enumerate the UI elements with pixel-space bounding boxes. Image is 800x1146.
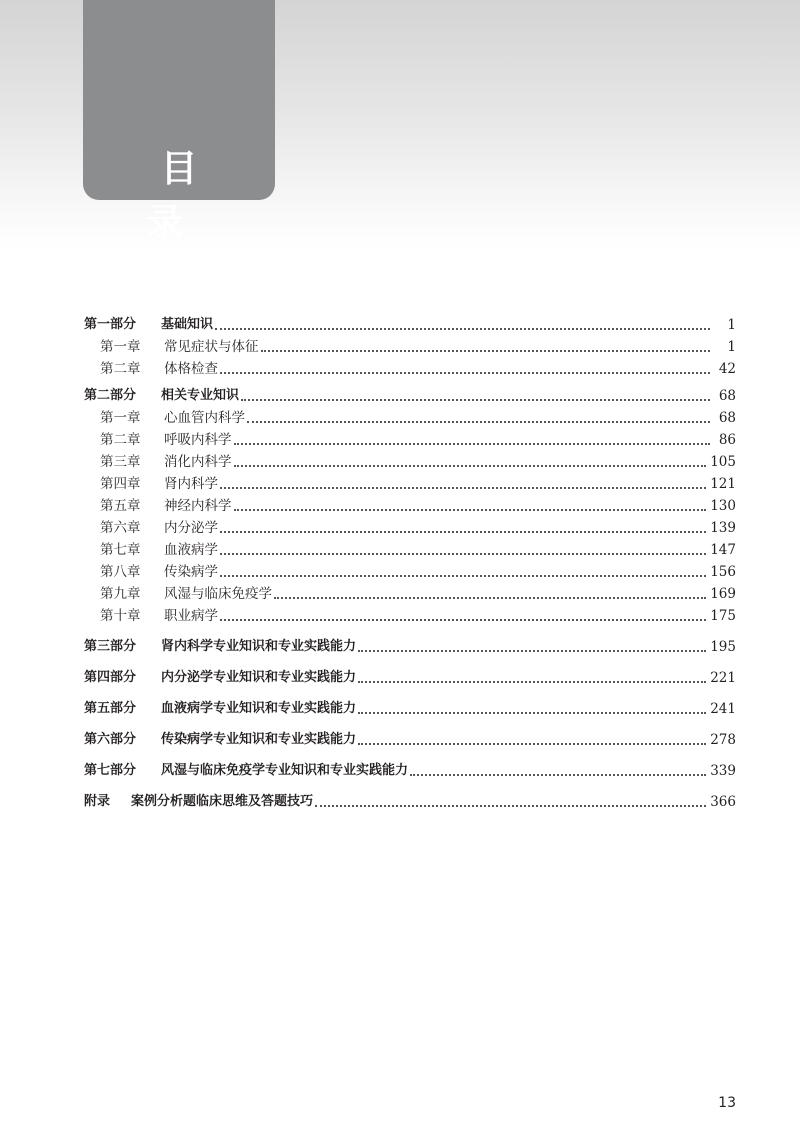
dot-leader — [215, 326, 710, 330]
toc-number: 第三部分 — [84, 639, 137, 654]
toc-chapter-2-5[interactable] — [84, 495, 736, 517]
toc-chapter-2-10[interactable] — [84, 605, 736, 627]
toc-number: 第六章 — [100, 520, 141, 536]
toc-title: 基础知识 — [161, 317, 214, 332]
toc-page: 68 — [718, 410, 736, 426]
dot-leader — [358, 741, 706, 745]
toc-title: 风湿与临床免疫学专业知识和专业实践能力 — [161, 763, 409, 778]
toc-page: 278 — [710, 732, 736, 748]
dot-leader — [220, 617, 706, 621]
toc-title: 内分泌学专业知识和专业实践能力 — [161, 670, 357, 685]
toc-title: 神经内科学 — [164, 498, 232, 514]
toc-title: 血液病学专业知识和专业实践能力 — [161, 701, 357, 716]
toc-page: 130 — [710, 498, 736, 514]
toc-page: 1 — [727, 317, 736, 333]
toc-page: 147 — [710, 542, 736, 558]
dot-leader — [220, 551, 706, 555]
toc-number: 第四部分 — [84, 670, 137, 685]
toc-chapter-2-8[interactable] — [84, 561, 736, 583]
page-number: 13 — [718, 1095, 736, 1111]
toc-title: 呼吸内科学 — [164, 432, 232, 448]
toc-number: 第五章 — [100, 498, 141, 514]
toc-number: 第六部分 — [84, 732, 137, 747]
toc-number: 第二部分 — [84, 388, 137, 403]
toc-part-1[interactable] — [84, 314, 736, 336]
toc-title: 职业病学 — [164, 608, 218, 624]
toc-page: 86 — [718, 432, 736, 448]
dot-leader — [234, 463, 707, 467]
toc-title: 肾内科学专业知识和专业实践能力 — [161, 639, 357, 654]
toc-number: 第二章 — [100, 432, 141, 448]
toc-part-3[interactable] — [84, 636, 736, 658]
toc-title: 风湿与临床免疫学 — [164, 586, 272, 602]
dot-leader — [358, 648, 706, 652]
toc-page: 339 — [710, 763, 736, 779]
toc-title: 体格检查 — [164, 361, 218, 377]
toc-title: 消化内科学 — [164, 454, 232, 470]
toc-appendix[interactable] — [84, 791, 736, 813]
toc-part-7[interactable] — [84, 760, 736, 782]
toc-number: 第九章 — [100, 586, 141, 602]
toc-page: 366 — [710, 794, 736, 810]
toc-page: 1 — [727, 339, 736, 355]
toc-chapter-2-1[interactable] — [84, 407, 736, 429]
toc-number: 第一章 — [100, 410, 141, 426]
toc-part-5[interactable] — [84, 698, 736, 720]
toc-number: 第一部分 — [84, 317, 137, 332]
toc-chapter-2-7[interactable] — [84, 539, 736, 561]
dot-leader — [274, 595, 706, 599]
toc-page: 139 — [710, 520, 736, 536]
toc-part-2[interactable] — [84, 385, 736, 407]
toc-part-4[interactable] — [84, 667, 736, 689]
toc-chapter-1-1[interactable] — [84, 336, 736, 358]
toc-number: 第十章 — [100, 608, 141, 624]
toc-number: 第八章 — [100, 564, 141, 580]
toc-chapter-1-2[interactable] — [84, 358, 736, 380]
toc-title: 血液病学 — [164, 542, 218, 558]
toc-chapter-2-3[interactable] — [84, 451, 736, 473]
toc-part-6[interactable] — [84, 729, 736, 751]
toc-page: 156 — [710, 564, 736, 580]
page-title: 目 录 — [146, 147, 226, 244]
toc-number: 附录 — [84, 794, 111, 809]
toc-title: 肾内科学 — [164, 476, 218, 492]
dot-leader — [358, 679, 706, 683]
dot-leader — [410, 772, 706, 776]
dot-leader — [247, 419, 710, 423]
toc-number: 第七部分 — [84, 763, 137, 778]
dot-leader — [234, 507, 707, 511]
dot-leader — [234, 441, 711, 445]
toc-title: 心血管内科学 — [164, 410, 245, 426]
dot-leader — [241, 397, 710, 401]
dot-leader — [220, 529, 706, 533]
toc-page: 169 — [710, 586, 736, 602]
toc-number: 第四章 — [100, 476, 141, 492]
toc-number: 第三章 — [100, 454, 141, 470]
toc-title: 传染病学专业知识和专业实践能力 — [161, 732, 357, 747]
toc-page: 105 — [710, 454, 736, 470]
toc-number: 第二章 — [100, 361, 141, 377]
toc-chapter-2-2[interactable] — [84, 429, 736, 451]
toc-title: 相关专业知识 — [161, 388, 240, 403]
toc-chapter-2-9[interactable] — [84, 583, 736, 605]
title-tab — [83, 0, 275, 244]
toc-number: 第一章 — [100, 339, 141, 355]
toc-chapter-2-4[interactable] — [84, 473, 736, 495]
dot-leader — [315, 803, 706, 807]
toc-page: 42 — [718, 361, 736, 377]
toc-title: 案例分析题临床思维及答题技巧 — [131, 794, 314, 809]
dot-leader — [220, 573, 706, 577]
toc-title: 传染病学 — [164, 564, 218, 580]
dot-leader — [261, 348, 711, 352]
toc-page: 221 — [710, 670, 736, 686]
dot-leader — [358, 710, 706, 714]
dot-leader — [220, 370, 710, 374]
toc-number: 第五部分 — [84, 701, 137, 716]
toc-title: 常见症状与体征 — [164, 339, 259, 355]
dot-leader — [220, 485, 706, 489]
table-of-contents — [84, 314, 736, 813]
toc-page: 68 — [718, 388, 736, 404]
toc-page: 241 — [710, 701, 736, 717]
toc-chapter-2-6[interactable] — [84, 517, 736, 539]
toc-page: 195 — [710, 639, 736, 655]
toc-page: 121 — [710, 476, 736, 492]
toc-title: 内分泌学 — [164, 520, 218, 536]
toc-number: 第七章 — [100, 542, 141, 558]
toc-page: 175 — [710, 608, 736, 624]
